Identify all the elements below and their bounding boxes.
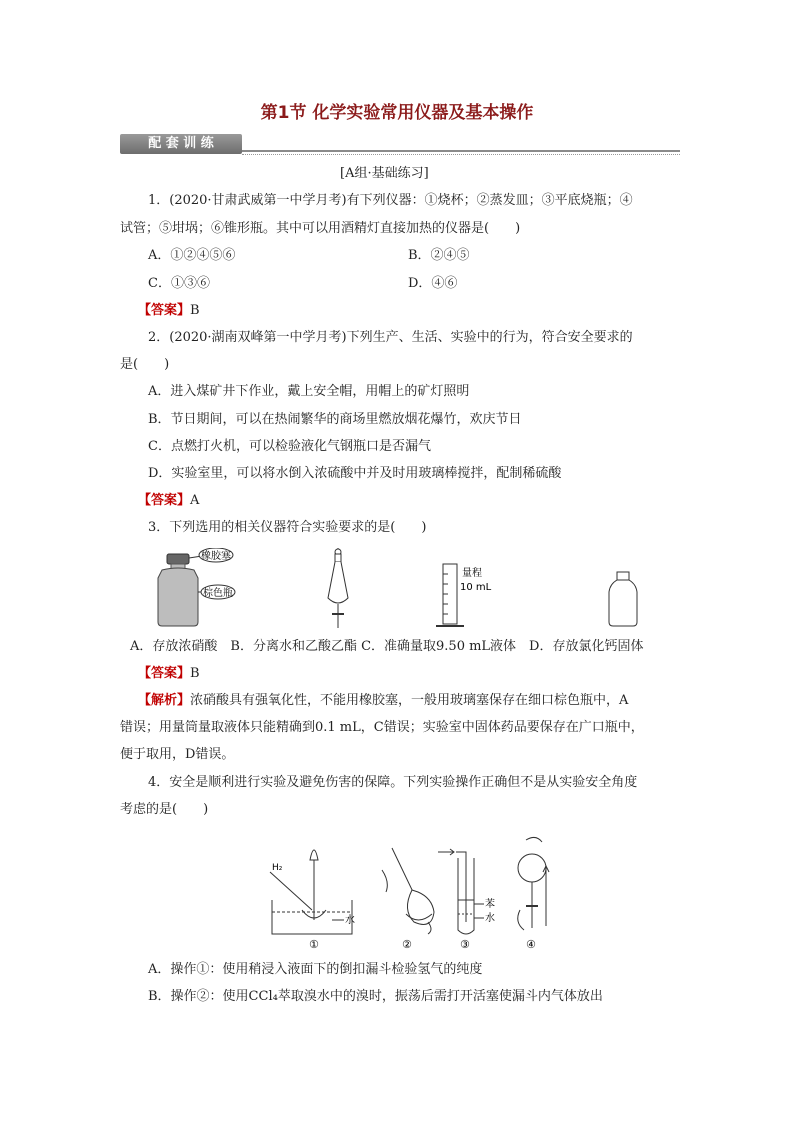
q2-option-b: B．节日期间，可以在热闹繁华的商场里燃放烟花爆竹，欢庆节日 xyxy=(148,412,522,427)
label-brown-bottle: 棕色瓶 xyxy=(203,588,233,599)
test-tube-benzene-icon xyxy=(438,849,495,951)
banner-rule-dotted xyxy=(242,154,680,155)
q4-option-b: B．操作②：使用CCl₄萃取溴水中的溴时，振荡后需打开活塞使漏斗内气体放出 xyxy=(148,989,603,1004)
q1-option-d: D．④⑥ xyxy=(408,276,458,291)
answer-tag: 【答案】 xyxy=(138,666,191,681)
label-op1: ① xyxy=(309,938,319,951)
inverted-funnel-icon xyxy=(518,837,549,951)
q3-analysis-line3: 便于取用，D错误。 xyxy=(120,747,235,762)
brown-bottle-icon xyxy=(158,548,235,626)
q1-stem-line1: 1．(2020·甘肃武威第一中学月考)有下列仪器：①烧杯；②蒸发皿；③平底烧瓶；④ xyxy=(148,193,633,208)
q1-option-a: A．①②④⑤⑥ xyxy=(148,248,236,263)
q4-stem-line2: 考虑的是( ) xyxy=(120,802,209,817)
q1-option-c: C．①③⑥ xyxy=(148,276,210,291)
label-op2: ② xyxy=(402,938,412,951)
label-water2: 水 xyxy=(485,913,495,924)
reagent-bottle-icon xyxy=(609,572,637,626)
answer-value: B xyxy=(190,303,200,318)
label-rubber-stopper: 橡胶塞 xyxy=(201,551,231,562)
label-range: 量程 xyxy=(462,568,482,579)
analysis-tag: 【解析】 xyxy=(138,693,191,708)
label-benzene: 苯 xyxy=(485,899,495,910)
q2-stem-line1: 2．(2020·湖南双峰第一中学月考)下列生产、生活、实验中的行为，符合安全要求的 xyxy=(148,330,633,345)
q3-stem: 3．下列选用的相关仪器符合实验要求的是( ) xyxy=(148,520,427,535)
q3-analysis-line1 xyxy=(138,693,628,709)
label-op4: ④ xyxy=(526,938,536,951)
banner-rule xyxy=(242,150,680,152)
answer-tag: 【答案】 xyxy=(138,303,191,318)
q3-options: A．存放浓硝酸 B．分离水和乙酸乙酯 C．准确量取9.50 mL液体 D．存放氯化钙固体 xyxy=(130,639,644,654)
section-heading: [A组·基础练习] xyxy=(340,166,429,181)
q2-option-c: C．点燃打火机，可以检验液化气钢瓶口是否漏气 xyxy=(148,439,431,454)
q1-stem-line2: 试管；⑤坩埚；⑥锥形瓶。其中可以用酒精灯直接加热的仪器是( ) xyxy=(120,221,521,236)
label-op3: ③ xyxy=(460,938,470,951)
q3-answer xyxy=(138,666,200,682)
q4-figure xyxy=(262,830,562,952)
q3-figure xyxy=(140,548,660,632)
q1-answer xyxy=(138,303,200,319)
q3-analysis-line2: 错误；用量筒量取液体只能精确到0.1 mL，C错误；实验室中固体药品要保存在广口瓶中， xyxy=(120,720,644,735)
q4-stem-line1: 4．安全是顺利进行实验及避免伤害的保障。下列实验操作正确但不是从实验安全角度 xyxy=(148,775,638,790)
q1-option-b: B．②④⑤ xyxy=(408,248,470,263)
analysis-text: 浓硝酸具有强氧化性，不能用橡胶塞，一般用玻璃塞保存在细口棕色瓶中，A xyxy=(190,693,629,708)
answer-tag: 【答案】 xyxy=(138,493,191,508)
separatory-funnel-icon xyxy=(328,548,348,628)
answer-value: A xyxy=(190,493,200,508)
q4-option-a: A．操作①：使用稍浸入液面下的倒扣漏斗检验氢气的纯度 xyxy=(148,962,483,977)
page-title: 第1节 化学实验常用仪器及基本操作 xyxy=(260,103,534,123)
q2-option-d: D．实验室里，可以将水倒入浓硫酸中并及时用玻璃棒搅拌，配制稀硫酸 xyxy=(148,466,562,481)
q2-option-a: A．进入煤矿井下作业，戴上安全帽，用帽上的矿灯照明 xyxy=(148,384,470,399)
graduated-cylinder-icon xyxy=(436,564,492,626)
shaking-funnel-icon xyxy=(382,848,434,951)
q2-answer xyxy=(138,493,199,509)
hydrogen-purity-test-icon xyxy=(270,850,355,951)
q2-stem-line2: 是( ) xyxy=(120,357,170,372)
label-water: 水 xyxy=(345,915,355,926)
label-10ml: 10 mL xyxy=(460,582,492,593)
section-banner: 配 套 训 练 xyxy=(120,134,242,154)
answer-value: B xyxy=(190,666,200,681)
label-h2: H₂ xyxy=(272,863,283,873)
